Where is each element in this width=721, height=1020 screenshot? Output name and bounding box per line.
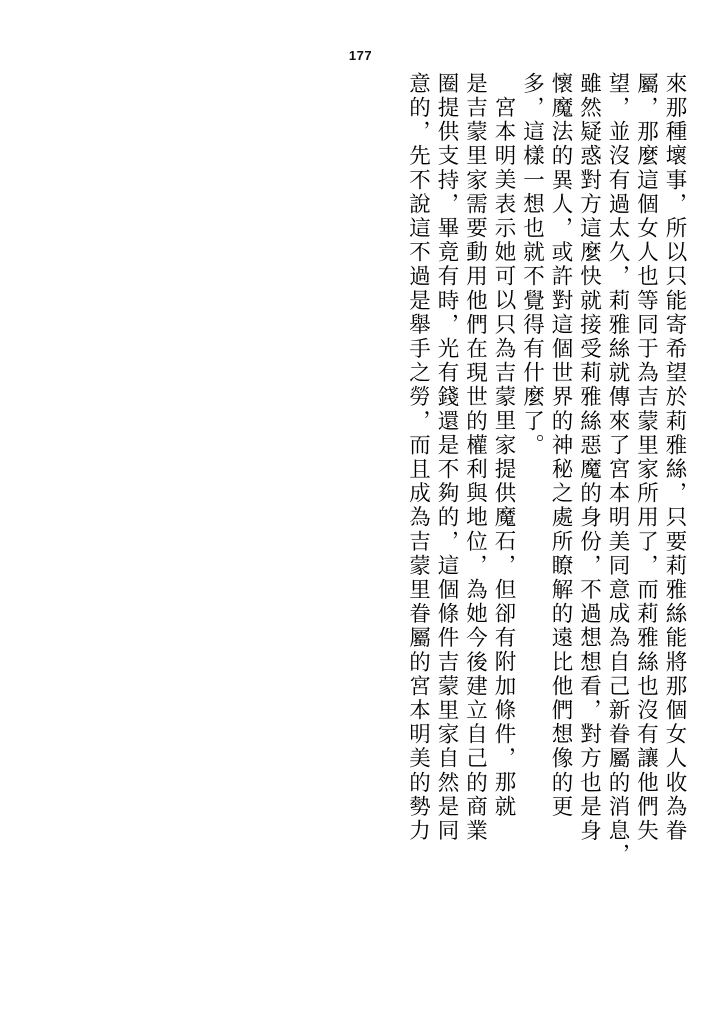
- page-number: 177: [348, 48, 373, 63]
- text-column: 望，並沒有過太久，莉雅絲就傳來了宮本明美同意成為自己新眷屬的消息，: [606, 72, 630, 868]
- text-column: 圈提供支持，畢竟有時，光有錢還是不夠的，這個條件吉蒙里家自然是同: [435, 72, 459, 844]
- vertical-body-text: [120, 72, 685, 980]
- text-column: 宮本明美表示她可以只為吉蒙里家提供魔石，但卻有附加條件，那就: [492, 96, 516, 819]
- text-column: 懷魔法的異人，或許對這個世界的神秘之處所瞭解的遠比他們想像的更: [549, 72, 573, 820]
- text-column: 雖然疑惑對方這麼快就接受莉雅絲惡魔的身份，不過想想看，對方也是身: [577, 72, 602, 844]
- text-column: 多，這樣一想也就不覺得有什麼了。: [520, 72, 545, 458]
- text-column: 是吉蒙里家需要動用他們在現世的權利與地位，為她今後建立自己的商業: [463, 72, 488, 844]
- text-column: 來那種壞事，所以只能寄希望於莉雅絲，只要莉雅絲能將那個女人收為眷: [663, 72, 687, 844]
- text-column: 屬，那麼這個女人也等同于為吉蒙里家所用了，而莉雅絲也沒有讓他們失: [634, 72, 659, 844]
- text-column: 意的，先不說這不過是舉手之勞，而且成為吉蒙里眷屬的宮本明美的勢力: [406, 72, 431, 844]
